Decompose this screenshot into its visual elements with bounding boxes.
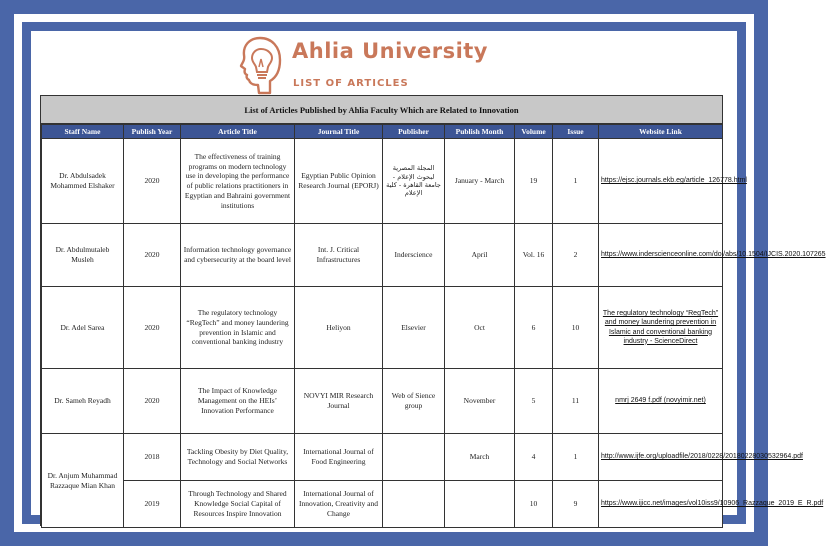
publish-year: 2020 [124,139,181,224]
publisher: المجلة المصرية لبحوث الإعلام - جامعة القاهرة - كلية الإعلام [383,139,445,224]
journal-title: International Journal of Food Engineering [295,434,383,481]
journal-title: Int. J. Critical Infrastructures [295,224,383,287]
publish-year: 2019 [124,481,181,528]
journal-title: NOVYI MIR Research Journal [295,369,383,434]
website-link[interactable]: https://www.inderscienceonline.com/doi/abs/10.1504/IJCIS.2020.107265 [599,224,723,287]
article-title: The Impact of Knowledge Management on the HEIs’ Innovation Performance [181,369,295,434]
table-row [42,287,723,369]
table-row [42,434,723,481]
column-header: Website Link [599,125,723,139]
issue: 2 [553,224,599,287]
articles-document [40,95,826,526]
issue: 1 [553,434,599,481]
staff-name: Dr. Adel Sarea [42,287,124,369]
issue: 10 [553,287,599,369]
column-header: Volume [515,125,553,139]
publisher: Web of Sience group [383,369,445,434]
article-title: Through Technology and Shared Knowledge Social Capital of Resources Inspire Innovation [181,481,295,528]
publish-year: 2018 [124,434,181,481]
column-header: Publish Year [124,125,181,139]
staff-name: Dr. Abdulmutaleb Musleh [42,224,124,287]
article-title: The regulatory technology “RegTech” and money laundering prevention in Islamic and conventional banking industry [181,287,295,369]
volume: 19 [515,139,553,224]
publish-year: 2020 [124,369,181,434]
document-title: List of Articles Published by Ahlia Faculty Which are Related to Innovation [41,96,722,124]
website-link[interactable]: The regulatory technology “RegTech” and money laundering prevention in Islamic and conventional banking industry - ScienceDirect [599,287,723,369]
website-link[interactable]: nmrj 2649 f.pdf (novyimir.net) [599,369,723,434]
journal-title: International Journal of Innovation, Creativity and Change [295,481,383,528]
volume: 5 [515,369,553,434]
staff-name: Dr. Abdulsadek Mohammed Elshaker [42,139,124,224]
journal-title: Heliyon [295,287,383,369]
publisher [383,481,445,528]
publish-month [445,481,515,528]
staff-name: Dr. Anjum Muhammad Razzaque Mian Khan [42,434,124,528]
website-link[interactable]: http://www.ijfe.org/uploadfile/2018/0228/20180228030532964.pdf [599,434,723,481]
issue: 1 [553,139,599,224]
table-row [42,369,723,434]
table-row [42,139,723,224]
staff-name: Dr. Sameh Reyadh [42,369,124,434]
publish-month: Oct [445,287,515,369]
publisher: Elsevier [383,287,445,369]
column-header: Staff Name [42,125,124,139]
website-link[interactable]: https://www.ijicc.net/images/vol10iss9/10906_Razzaque_2019_E_R.pdf [599,481,723,528]
publish-month: April [445,224,515,287]
table-header-row [42,125,723,139]
publisher [383,434,445,481]
page-subtitle: LIST OF ARTICLES [293,78,409,89]
publish-year: 2020 [124,287,181,369]
publish-month: March [445,434,515,481]
column-header: Publisher [383,125,445,139]
table-row [42,224,723,287]
article-title: The effectiveness of training programs on modern technology use in developing the performance of public relations practitioners in Egyptian and Bahraini government institutions [181,139,295,224]
volume: 4 [515,434,553,481]
column-header: Publish Month [445,125,515,139]
issue: 11 [553,369,599,434]
articles-table [41,124,826,528]
volume: 10 [515,481,553,528]
issue: 9 [553,481,599,528]
column-header: Article Title [181,125,295,139]
publish-month: January - March [445,139,515,224]
publish-year: 2020 [124,224,181,287]
volume: Vol. 16 [515,224,553,287]
journal-title: Egyptian Public Opinion Research Journal (EPORJ) [295,139,383,224]
publish-month: November [445,369,515,434]
university-name: Ahlia University [292,39,488,63]
lightbulb-head-icon [240,35,282,97]
article-title: Information technology governance and cybersecurity at the board level [181,224,295,287]
volume: 6 [515,287,553,369]
article-title: Tackling Obesity by Diet Quality, Technology and Social Networks [181,434,295,481]
table-row [42,481,723,528]
website-link[interactable]: https://ejsc.journals.ekb.eg/article_126778.html [599,139,723,224]
column-header: Issue [553,125,599,139]
publisher: Inderscience [383,224,445,287]
content-panel [31,31,826,518]
column-header: Journal Title [295,125,383,139]
